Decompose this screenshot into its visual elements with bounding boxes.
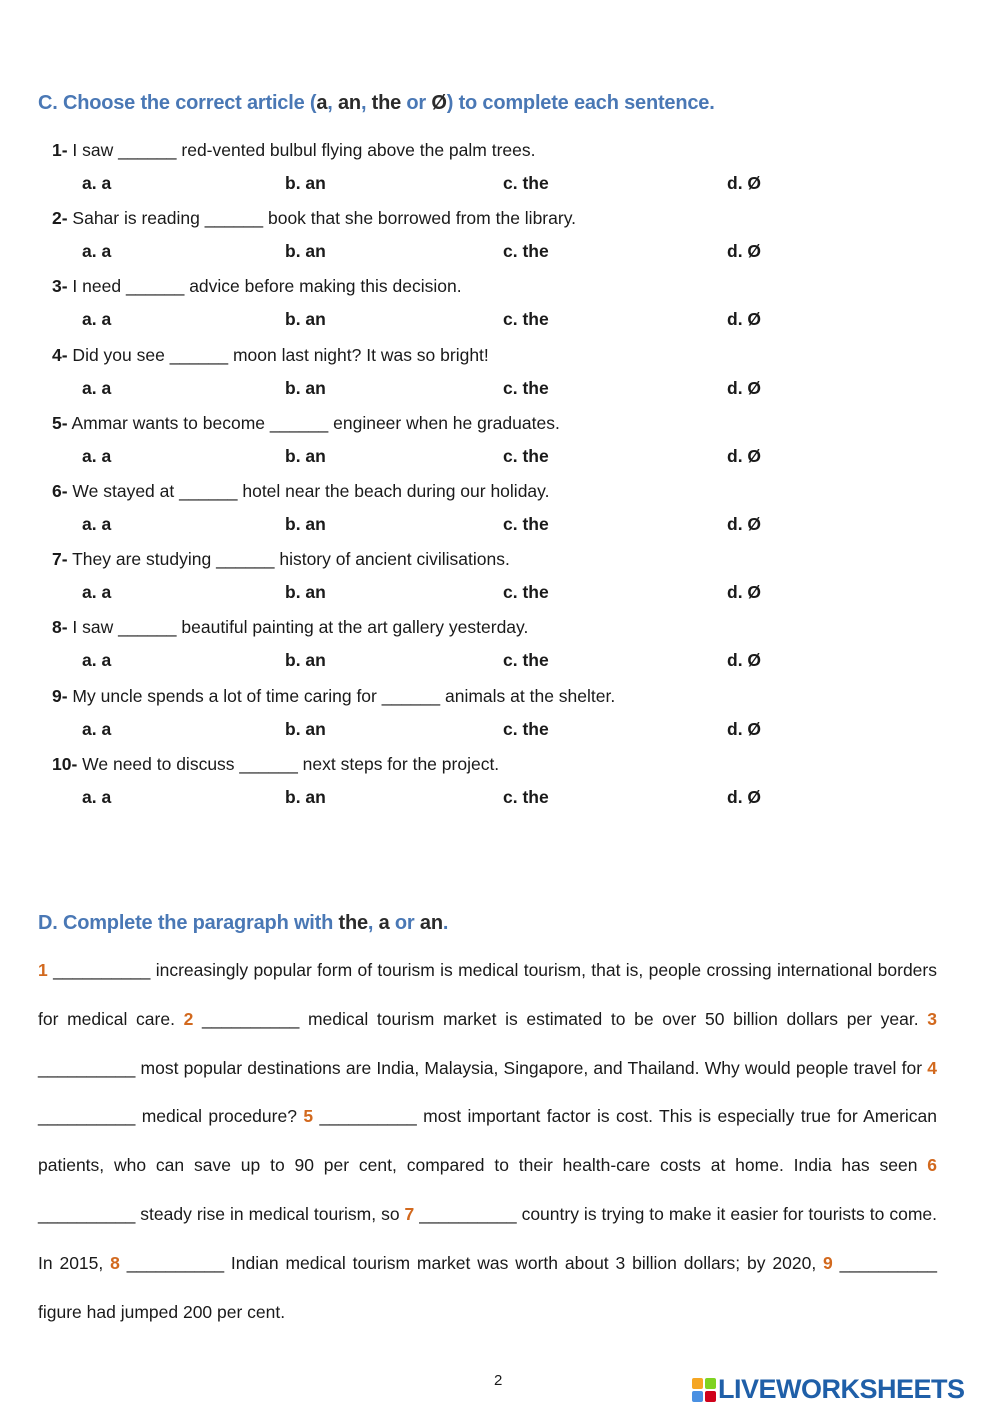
option-b[interactable]: b. an [285, 309, 326, 330]
blank-number: 4 [927, 1057, 937, 1078]
answer-blank[interactable]: __________ [126, 1252, 225, 1273]
heading-c-comma: , [360, 92, 372, 114]
option-a[interactable]: a. a [82, 377, 112, 398]
question-number: 7- [52, 549, 68, 570]
option-a[interactable]: a. a [82, 718, 112, 739]
question-sentence [52, 276, 462, 297]
question-number: 9- [52, 685, 68, 706]
answer-blank[interactable]: __________ [38, 1057, 136, 1078]
question-item [52, 617, 952, 685]
question-text: We need to discuss ______ next steps for the project. [77, 753, 500, 774]
paragraph-text: country is trying to make it easier for tourists to come. In 2015, [38, 1203, 937, 1273]
option-d[interactable]: d. Ø [727, 786, 762, 807]
question-item [52, 413, 952, 481]
question-text: We stayed at ______ hotel near the beach during our holiday. [67, 481, 550, 501]
paragraph-text: Indian medical tourism market was worth about 3 billion dollars; by 2020, [224, 1252, 824, 1273]
question-text: I saw ______ beautiful painting at the art gallery yesterday. [67, 617, 529, 638]
question-number: 10- [52, 753, 78, 774]
question-number: 1- [52, 140, 68, 160]
option-b[interactable]: b. an [285, 241, 326, 262]
question-sentence [52, 549, 510, 570]
heading-c-text-end: ) to complete each sentence. [446, 92, 715, 114]
option-d[interactable]: d. Ø [727, 173, 762, 193]
question-sentence [52, 208, 576, 229]
question-number: 8- [52, 617, 68, 638]
option-a[interactable]: a. a [82, 514, 112, 534]
question-text: Did you see ______ moon last night? It was so bright! [67, 344, 489, 365]
question-sentence [52, 686, 615, 707]
question-item [52, 549, 952, 617]
option-d[interactable]: d. Ø [727, 377, 762, 398]
option-b[interactable]: b. an [285, 377, 326, 398]
question-sentence [52, 617, 528, 638]
answer-blank[interactable]: __________ [839, 1252, 937, 1273]
option-d[interactable]: d. Ø [727, 241, 762, 262]
option-c[interactable]: c. the [503, 377, 549, 398]
question-item [52, 276, 952, 344]
option-d[interactable]: d. Ø [727, 309, 762, 330]
option-c[interactable]: c. the [503, 309, 549, 330]
heading-d-article-the: the [338, 912, 368, 934]
question-text: I saw ______ red-vented bulbul flying above the palm trees. [67, 140, 536, 160]
blank-number: 9 [823, 1252, 833, 1273]
option-a[interactable]: a. a [82, 241, 112, 262]
option-c[interactable]: c. the [503, 241, 549, 262]
option-a[interactable]: a. a [82, 173, 112, 193]
answer-blank[interactable]: __________ [319, 1106, 417, 1127]
heading-c-article-an: an [337, 92, 361, 114]
option-d[interactable]: d. Ø [727, 718, 762, 739]
question-number: 5- [52, 412, 68, 433]
paragraph-text: most popular destinations are India, Malaysia, Singapore, and Thailand. Why would people travel for [135, 1057, 928, 1078]
heading-d-comma: , [367, 912, 379, 934]
heading-c-text: C. Choose the correct article ( [38, 92, 317, 114]
heading-d-or: or [389, 912, 420, 934]
option-a[interactable]: a. a [82, 309, 112, 330]
option-d[interactable]: d. Ø [727, 514, 762, 534]
question-text: They are studying ______ history of ancient civilisations. [67, 549, 510, 570]
option-b[interactable]: b. an [285, 445, 326, 466]
blank-number: 8 [110, 1252, 120, 1273]
blank-number: 1 [38, 960, 48, 980]
page-number: 2 [494, 1372, 503, 1389]
option-b[interactable]: b. an [285, 786, 326, 807]
heading-c-article-the: the [371, 92, 402, 114]
option-c[interactable]: c. the [503, 514, 549, 534]
paragraph-text: increasingly popular form of tourism is medical tourism, that is, people crossing international borders for medical care. [38, 960, 937, 1029]
blank-number: 7 [404, 1203, 415, 1224]
section-c-heading [38, 92, 715, 115]
option-a[interactable]: a. a [82, 582, 112, 603]
paragraph-text: figure had jumped 200 per cent. [38, 1301, 286, 1322]
question-text: I need ______ advice before making this decision. [67, 276, 462, 297]
question-number: 4- [52, 344, 68, 365]
answer-blank[interactable]: __________ [38, 1203, 136, 1224]
paragraph-text: medical procedure? [135, 1106, 304, 1127]
question-item [52, 686, 952, 754]
question-sentence [52, 140, 536, 161]
option-c[interactable]: c. the [503, 786, 549, 807]
heading-c-article-a: a [316, 92, 328, 114]
option-c[interactable]: c. the [503, 582, 549, 603]
option-b[interactable]: b. an [285, 173, 326, 193]
heading-d-text-end: . [442, 912, 449, 934]
option-d[interactable]: d. Ø [727, 582, 762, 603]
question-sentence [52, 413, 560, 434]
question-item [52, 754, 952, 822]
option-a[interactable]: a. a [82, 786, 112, 807]
answer-blank[interactable]: __________ [38, 1106, 136, 1127]
question-sentence [52, 481, 549, 502]
option-b[interactable]: b. an [285, 718, 326, 739]
question-number: 2- [52, 208, 68, 229]
question-number: 6- [52, 481, 68, 501]
heading-c-zero-article: Ø [431, 92, 447, 114]
question-sentence [52, 345, 489, 366]
heading-c-or: or [401, 92, 432, 114]
option-b[interactable]: b. an [285, 582, 326, 603]
brand-name: LIVEWORKSHEETS [718, 1374, 965, 1404]
answer-blank[interactable]: __________ [419, 1203, 517, 1224]
liveworksheets-logo-icon [692, 1378, 716, 1402]
question-number: 3- [52, 276, 68, 297]
question-item [52, 345, 952, 413]
question-sentence [52, 754, 499, 775]
question-item [52, 208, 952, 276]
option-a[interactable]: a. a [82, 650, 112, 671]
option-b[interactable]: b. an [285, 650, 326, 671]
option-c[interactable]: c. the [503, 173, 549, 193]
option-d[interactable]: d. Ø [727, 445, 762, 466]
heading-d-article-a: a [378, 912, 390, 934]
option-c[interactable]: c. the [503, 650, 549, 671]
completion-paragraph [38, 946, 937, 1336]
blank-number: 5 [303, 1106, 314, 1127]
brand-logo[interactable] [692, 1374, 965, 1404]
answer-blank[interactable]: __________ [53, 960, 151, 980]
option-c[interactable]: c. the [503, 445, 549, 466]
heading-d-article-an: an [419, 912, 443, 934]
blank-number: 3 [927, 1008, 937, 1029]
question-item [52, 140, 952, 208]
heading-d-text: D. Complete the paragraph with [38, 912, 339, 934]
paragraph-text: steady rise in medical tourism, so [135, 1203, 405, 1224]
option-c[interactable]: c. the [503, 718, 549, 739]
paragraph-text: most important factor is cost. This is especially true for American patients, who can save up to 90 per cent, compared to their health-care costs at home. India has seen [38, 1106, 938, 1176]
heading-c-comma: , [327, 92, 338, 114]
question-text: Ammar wants to become ______ engineer when he graduates. [67, 412, 560, 433]
question-item [52, 481, 952, 549]
section-d-heading [38, 912, 448, 935]
blank-number: 6 [927, 1155, 937, 1176]
blank-number: 2 [183, 1008, 194, 1029]
option-a[interactable]: a. a [82, 445, 112, 466]
answer-blank[interactable]: __________ [201, 1008, 300, 1029]
option-d[interactable]: d. Ø [727, 650, 762, 671]
question-text: My uncle spends a lot of time caring for ______ animals at the shelter. [67, 685, 616, 706]
question-text: Sahar is reading ______ book that she borrowed from the library. [67, 208, 577, 229]
paragraph-text: medical tourism market is estimated to be over 50 billion dollars per year. [299, 1008, 928, 1029]
option-b[interactable]: b. an [285, 514, 326, 534]
